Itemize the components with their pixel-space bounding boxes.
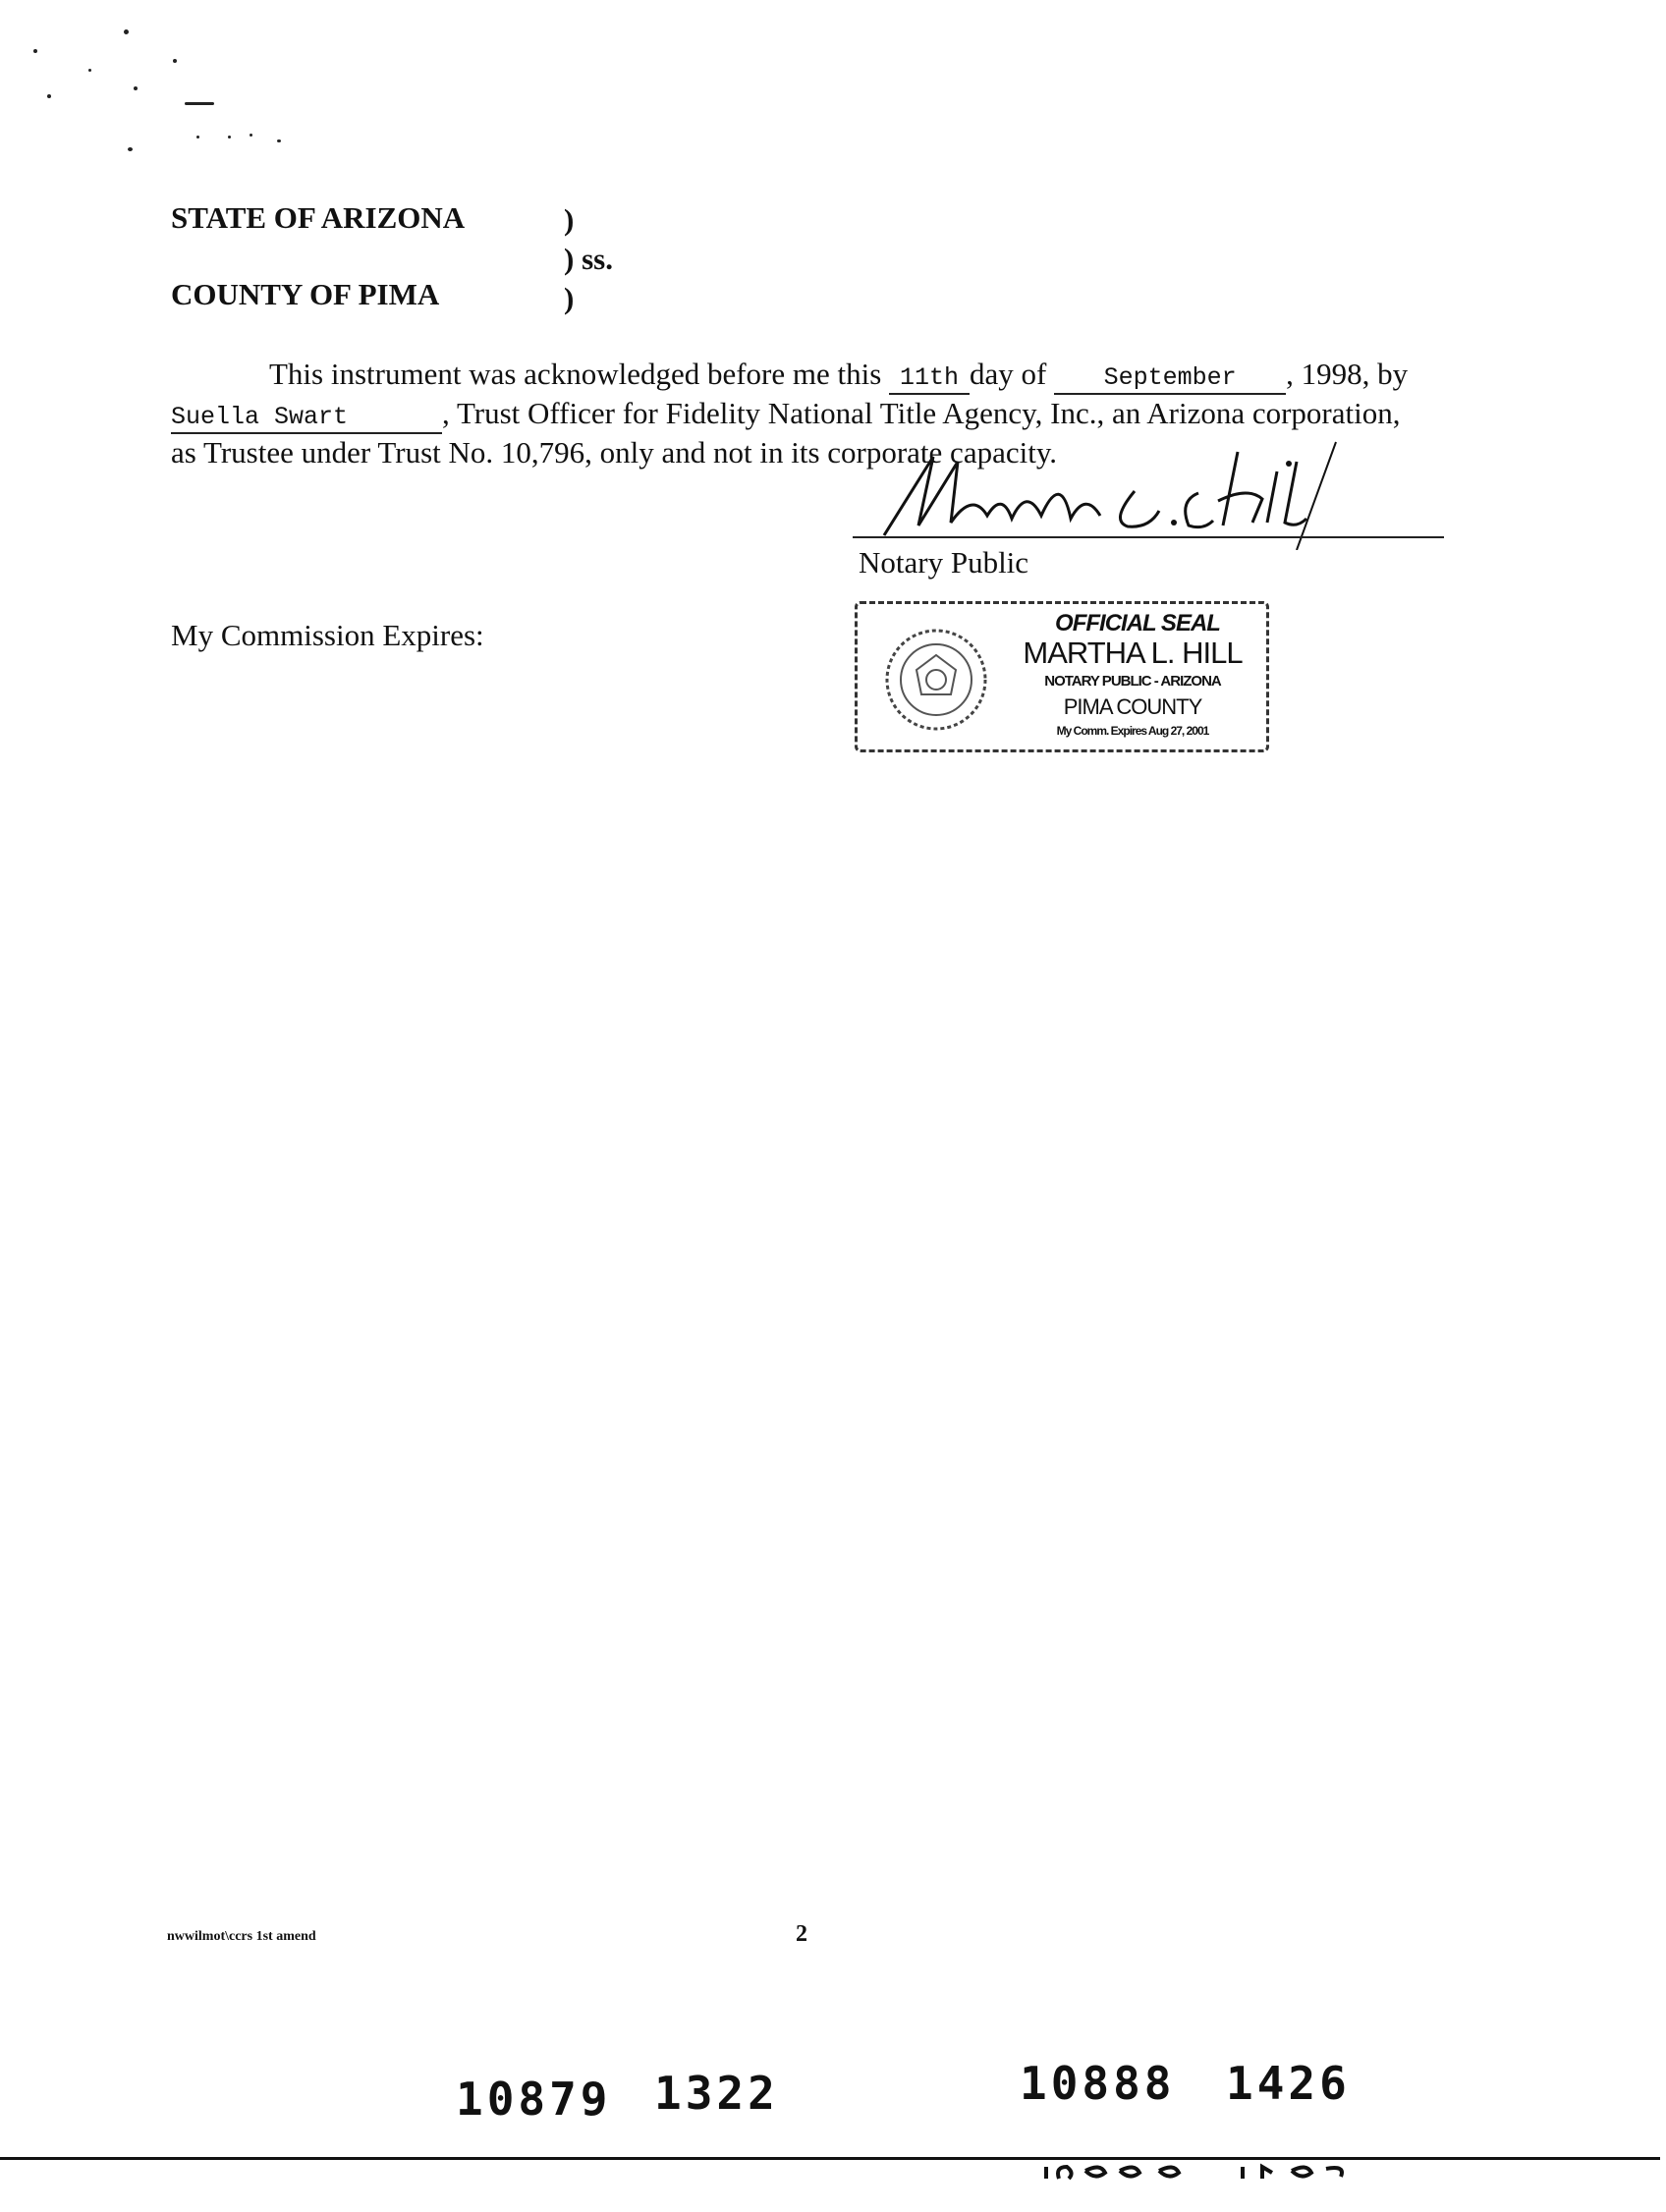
recording-stamp-ghost [1041, 2161, 1375, 2181]
recording-page-1: 1322 [654, 2067, 779, 2120]
seal-line-expiry: My Comm. Expires Aug 27, 2001 [1056, 724, 1209, 738]
scan-speck [277, 139, 281, 142]
notary-signature-graphic [864, 432, 1375, 550]
seal-line-official: OFFICIAL SEAL [1055, 610, 1220, 636]
venue-paren-bottom: ) [564, 281, 575, 315]
scan-speck [185, 102, 214, 105]
venue-paren-top: ) [564, 202, 575, 237]
ack-day-field: 11th [889, 363, 970, 395]
scan-speck [196, 136, 199, 138]
scan-speck [88, 69, 91, 72]
notary-public-label: Notary Public [859, 545, 1029, 580]
ack-month-field: September [1054, 363, 1286, 395]
signature-line [853, 536, 1444, 538]
bottom-rule [0, 2157, 1660, 2160]
recording-docket-2: 10888 [1020, 2057, 1176, 2110]
scan-speck [250, 134, 252, 137]
scan-speck [134, 86, 138, 90]
seal-line-county: PIMA COUNTY [1063, 694, 1202, 719]
scan-speck [128, 147, 133, 151]
scan-speck [228, 136, 231, 138]
notary-signature [914, 491, 919, 492]
ack-text-3: , 1998, by [1286, 357, 1409, 391]
scan-speck [124, 29, 129, 34]
state-seal-icon [877, 626, 995, 734]
notary-seal [855, 601, 1269, 752]
acknowledgment-line-2 [171, 393, 1401, 434]
page-number: 2 [796, 1921, 807, 1947]
ack-text-4: , Trust Officer for Fidelity National Title Agency, Inc., an Arizona corporation, [442, 396, 1401, 430]
recording-page-2: 1426 [1226, 2057, 1351, 2110]
venue-county: COUNTY OF PIMA [171, 277, 440, 311]
seal-line-name: MARTHA L. HILL [1023, 636, 1243, 670]
scan-speck [173, 59, 177, 63]
seal-line-notary: NOTARY PUBLIC - ARIZONA [1044, 673, 1221, 690]
acknowledgment-line-3: as Trustee under Trust No. 10,796, only and not in its corporate capacity. [171, 435, 1058, 470]
acknowledgment-line-1 [269, 354, 1408, 395]
ack-text-2: day of [970, 357, 1047, 391]
commission-expires-label: My Commission Expires: [171, 618, 484, 652]
file-reference: nwwilmot\ccrs 1st amend [167, 1929, 316, 1944]
venue-ss: ) ss. [564, 242, 613, 276]
scan-speck [33, 49, 37, 53]
venue-state: STATE OF ARIZONA [171, 200, 466, 235]
ack-text-1: This instrument was acknowledged before me this [269, 357, 882, 391]
scan-speck [47, 94, 51, 98]
ack-name-field: Suella Swart [171, 403, 442, 434]
recording-docket-1: 10879 [456, 2073, 612, 2126]
